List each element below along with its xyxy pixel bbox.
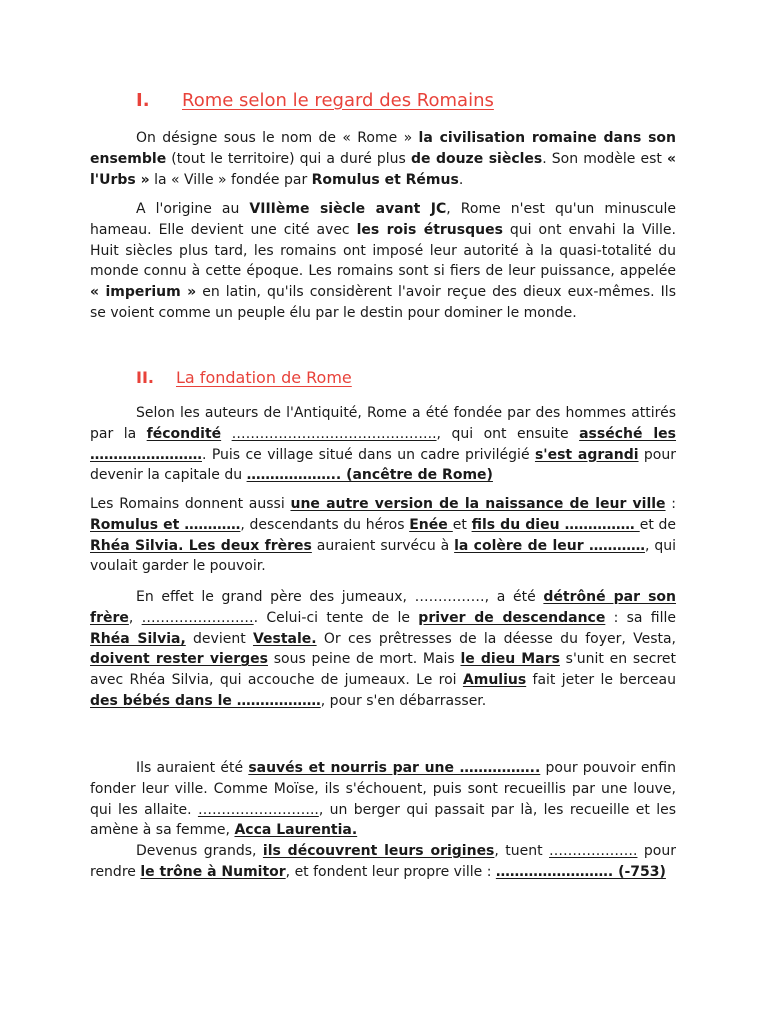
section-2-paragraph-5: Devenus grands, ils découvrent leurs origines, tuent ………………. pour rendre le trône à Numitor, et fondent leur propre ville : ……………………. (-753) — [90, 843, 676, 880]
section-1-heading — [136, 90, 494, 111]
section-2-paragraph-2: Les Romains donnent aussi une autre version de la naissance de leur ville : Romulus et …………, descendants du héros Enée et fils du dieu …………… et de Rhéa Silvia. Les deux frères auraient survécu à la colère de leur …………, qui voulait garder le pouvoir. — [90, 496, 677, 575]
section-1-number: I. — [136, 90, 150, 111]
section-1-paragraph-2: A l'origine au VIIIème siècle avant JC, Rome n'est qu'un minuscule hameau. Elle devient une cité avec les rois étrusques qui ont envahi la Ville. Huit siècles plus tard, les romains ont imposé leur autorité à la quasi-totalité du monde connu à cette époque. Les romains sont si fiers de leur puissance, appelée « imperium » en latin, qu'ils considèrent l'avoir reçue des dieux eux-mêmes. Ils se voient comme un peuple élu par le destin pour dominer le monde. — [90, 201, 677, 321]
section-1-paragraph-1: On désigne sous le nom de « Rome » la civilisation romaine dans son ensemble (tout le territoire) qui a duré plus de douze siècles. Son modèle est « l'Urbs » la « Ville » fondée par Romulus et Rémus. — [90, 130, 677, 188]
section-2-paragraph-4: Ils auraient été sauvés et nourris par une …………….. pour pouvoir enfin fonder leur ville. Comme Moïse, ils s'échouent, puis sont recueillis par une louve, qui les allaite. …………………….., un berger qui passait par là, les recueille et les amène à sa femme, Acca Laurentia. — [90, 760, 676, 839]
section-2-paragraph-3: En effet le grand père des jumeaux, ……………, a été détrôné par son frère, ……………………. Celui-ci tente de le priver de descendance : sa fille Rhéa Silvia, devient Vestale. Or ces prêtresses de la déesse du foyer, Vesta, doivent rester vierges sous peine de mort. Mais le dieu Mars s'unit en secret avec Rhéa Silvia, qui accouche de jumeaux. Le roi Amulius fait jeter le berceau des bébés dans le ………………, pour s'en débarrasser. — [90, 589, 677, 709]
section-2-paragraph-1: Selon les auteurs de l'Antiquité, Rome a été fondée par des hommes attirés par la fécondité …………………………………….., qui ont ensuite asséché les ……………………. Puis ce village situé dans un cadre privilégié s'est agrandi pour devenir la capitale du ……………….. (ancêtre de Rome) — [90, 405, 677, 484]
section-1-title: Rome selon le regard des Romains — [182, 90, 494, 111]
section-2-title: La fondation de Rome — [176, 368, 352, 387]
section-2-heading — [136, 368, 352, 387]
section-2-number: II. — [136, 368, 154, 387]
